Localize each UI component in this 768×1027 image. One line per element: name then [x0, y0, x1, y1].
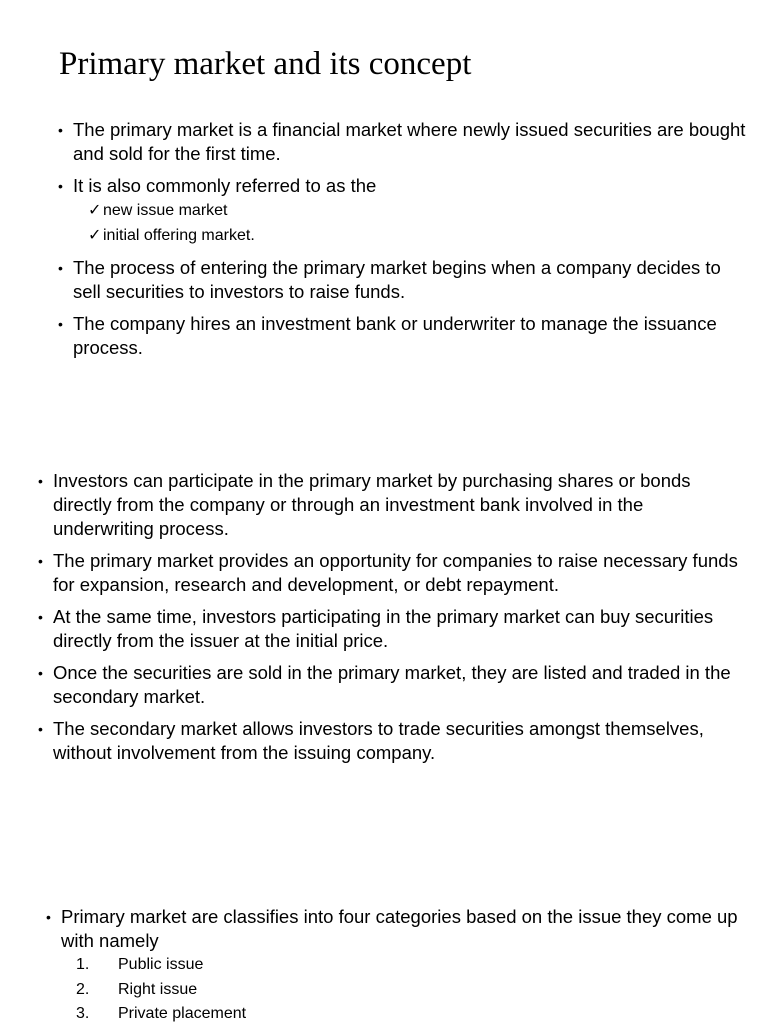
numbered-list-item: [76, 978, 746, 1003]
sub-list-item: [88, 198, 748, 223]
item-text: Public issue: [118, 956, 204, 973]
bullet-item: [58, 312, 748, 360]
checkmark-icon: ✓: [88, 227, 102, 244]
bullet-text: Investors can participate in the primary market by purchasing shares or bonds directly from the company or through an investment bank involved in the underwriting process.: [53, 470, 691, 539]
bullet-icon: •: [38, 721, 43, 737]
bullet-item: [58, 118, 748, 166]
bullet-text: The primary market provides an opportunity for companies to raise necessary funds for expansion, research and development, or debt repayment.: [53, 550, 738, 595]
item-number: 3.: [76, 1005, 90, 1022]
bullet-item: [38, 717, 738, 765]
bullet-item: [46, 905, 746, 1027]
categories-bullet-list: [46, 905, 746, 1027]
bullet-text: The company hires an investment bank or underwriter to manage the issuance process.: [73, 313, 717, 358]
bullet-icon: •: [38, 609, 43, 625]
sub-list-item: [88, 223, 748, 248]
bullet-item: [58, 174, 748, 248]
bullet-icon: •: [46, 909, 51, 925]
bullet-item: [58, 256, 748, 304]
market-details-bullet-list: [38, 469, 738, 765]
item-number: 2.: [76, 980, 90, 998]
bullet-icon: •: [58, 316, 63, 332]
page-title: Primary market and its concept: [59, 46, 472, 82]
bullet-item: [38, 661, 738, 709]
bullet-icon: •: [58, 178, 63, 194]
sub-item-text: initial offering market.: [103, 227, 255, 244]
item-text: Private placement: [118, 1005, 247, 1022]
bullet-item: [38, 549, 738, 597]
bullet-text: At the same time, investors participating in the primary market can buy securities directly from the issuer at the initial price.: [53, 606, 714, 651]
numbered-list-item: [76, 953, 746, 978]
bullet-icon: •: [38, 553, 43, 569]
categories-numbered-list: [61, 953, 746, 1027]
item-number: 1.: [76, 956, 90, 973]
concept-bullet-list: [58, 118, 748, 360]
bullet-item: [38, 605, 738, 653]
bullet-text: The secondary market allows investors to trade securities amongst themselves, without involvement from the issuing company.: [53, 718, 704, 763]
bullet-text: Once the securities are sold in the primary market, they are listed and traded in the secondary market.: [53, 662, 731, 707]
alternate-names-list: [73, 198, 748, 248]
bullet-item: [38, 469, 738, 541]
bullet-icon: •: [38, 473, 43, 489]
sub-item-text: new issue market: [103, 202, 228, 219]
bullet-text: The primary market is a financial market where newly issued securities are bought and sold for the first time.: [73, 119, 746, 164]
checkmark-icon: ✓: [88, 202, 102, 219]
bullet-icon: •: [58, 260, 63, 276]
bullet-text: The process of entering the primary market begins when a company decides to sell securities to investors to raise funds.: [73, 257, 721, 302]
bullet-icon: •: [38, 665, 43, 681]
numbered-list-item: [76, 1002, 746, 1027]
bullet-icon: •: [58, 122, 63, 138]
bullet-text: Primary market are classifies into four categories based on the issue they come up with namely: [61, 906, 738, 951]
bullet-text: It is also commonly referred to as the: [73, 175, 377, 196]
item-text: Right issue: [118, 980, 198, 998]
